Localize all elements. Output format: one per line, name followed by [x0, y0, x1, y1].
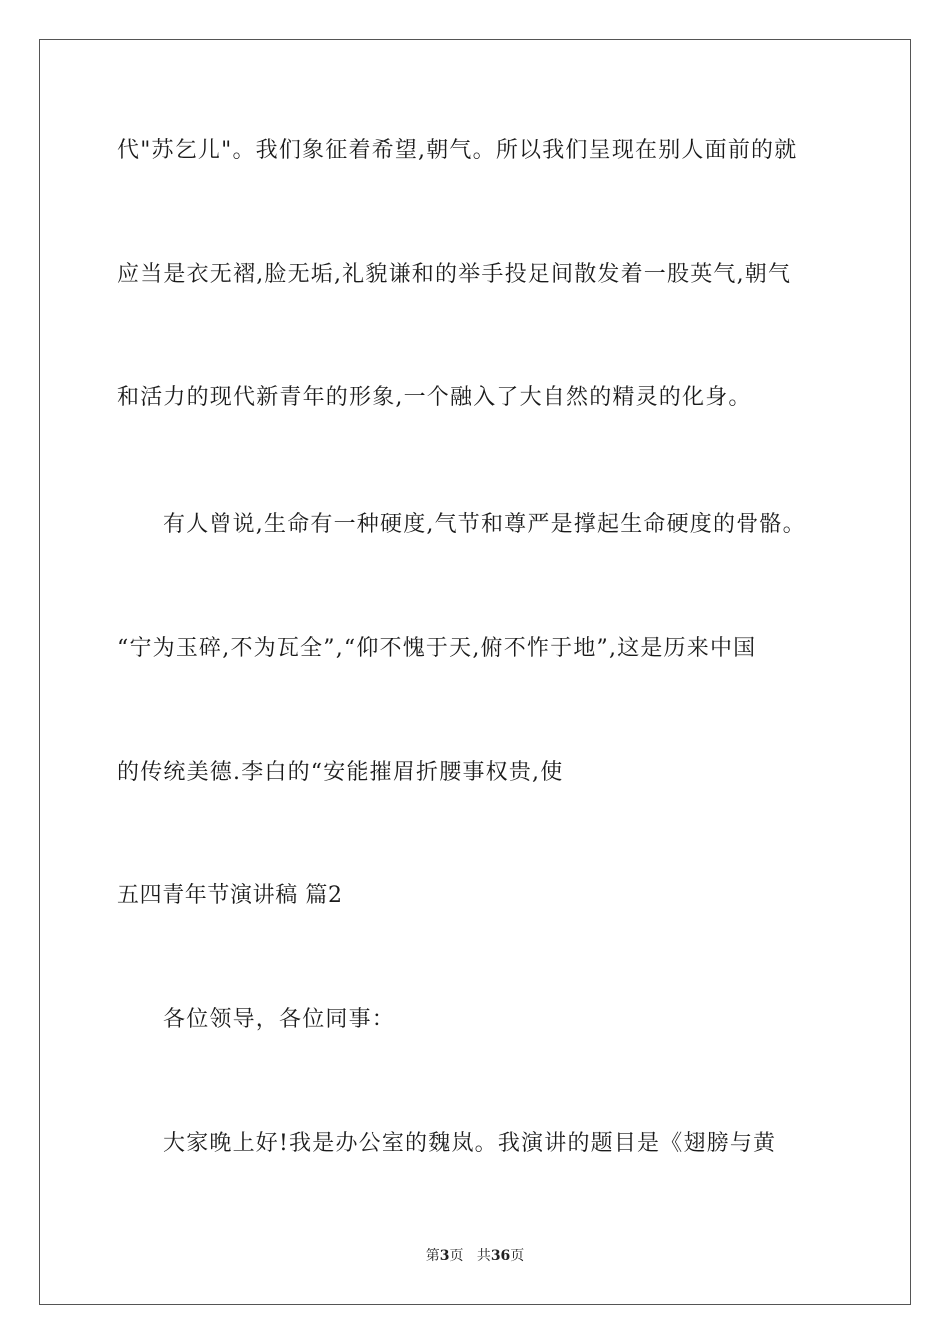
body-text-line-1: 代"苏乞儿"。我们象征着希望,朝气。所以我们呈现在别人面前的就: [117, 138, 798, 163]
body-text-line-6: 的传统美德.李白的“安能摧眉折腰事权贵,使: [117, 760, 564, 785]
footer-page-number: 3: [439, 1248, 450, 1264]
salutation-line: 各位领导，各位同事：: [163, 1007, 396, 1032]
footer-total-prefix: 共: [476, 1248, 491, 1264]
body-text-line-2: 应当是衣无褶,脸无垢,礼貌谦和的举手投足间散发着一股英气,朝气: [117, 262, 792, 287]
section-heading: 五四青年节演讲稿 篇2: [117, 883, 343, 908]
footer-page-suffix: 页: [449, 1248, 464, 1264]
footer-total-suffix: 页: [510, 1248, 525, 1264]
page-footer: [0, 1247, 950, 1265]
body-text-line-4: 有人曾说,生命有一种硬度,气节和尊严是撑起生命硬度的骨骼。: [163, 512, 806, 537]
body-text-line-5: “宁为玉碎,不为瓦全”,“仰不愧于天,俯不怍于地”,这是历来中国: [117, 636, 757, 661]
body-text-line-7: 大家晚上好!我是办公室的魏岚。我演讲的题目是《翅膀与黄: [163, 1131, 777, 1156]
footer-page-prefix: 第: [425, 1248, 440, 1264]
body-text-line-3: 和活力的现代新青年的形象,一个融入了大自然的精灵的化身。: [117, 385, 752, 410]
page-border: [39, 39, 911, 1305]
footer-total-pages: 36: [490, 1248, 511, 1264]
